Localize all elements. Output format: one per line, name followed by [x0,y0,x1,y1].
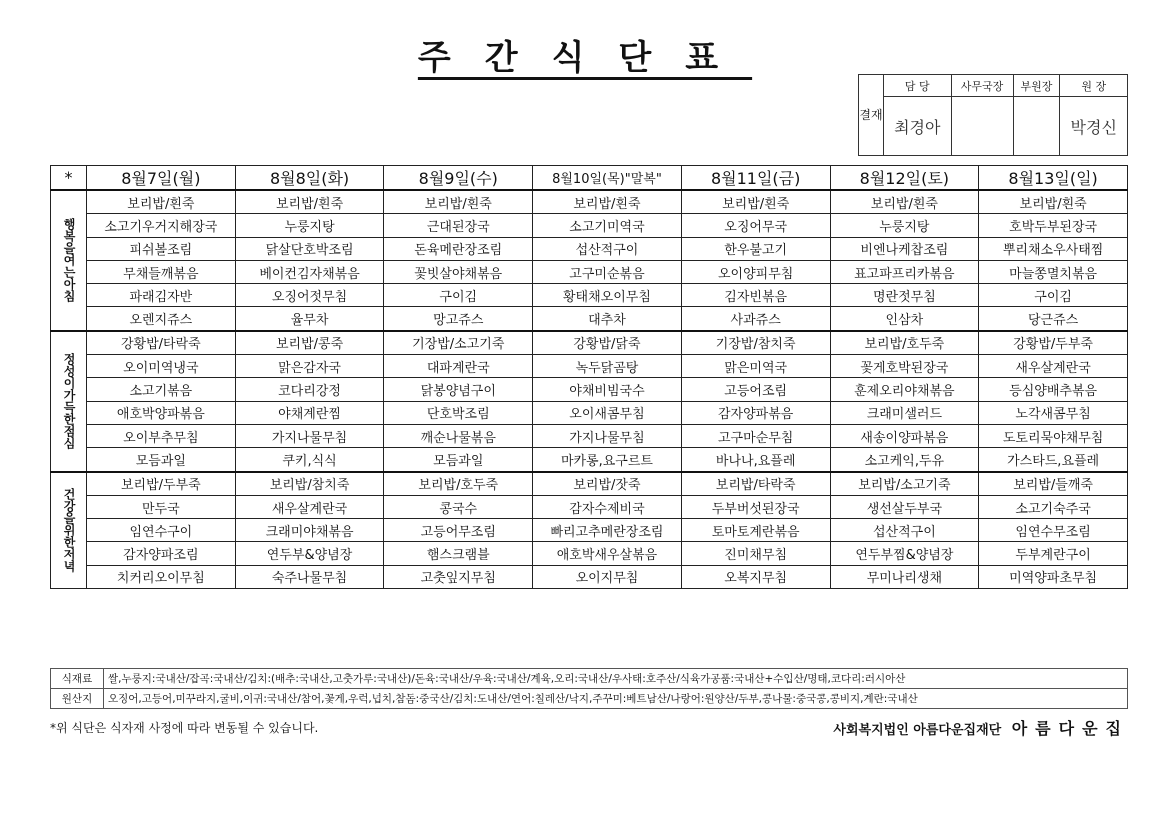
approval-side-label: 결재 [859,75,884,156]
menu-item: 오징어무국 [681,214,830,237]
menu-item: 오렌지쥬스 [87,307,236,331]
menu-item: 보리밥/흰죽 [830,190,979,214]
menu-item: 두부버섯된장국 [681,495,830,518]
menu-item: 보리밥/흰죽 [384,190,533,214]
menu-item: 인삼차 [830,307,979,331]
menu-item: 베이컨김자채볶음 [235,260,384,283]
menu-item: 사과쥬스 [681,307,830,331]
menu-item: 구이김 [979,284,1128,307]
menu-item: 감자수제비국 [533,495,682,518]
menu-item: 호박두부된장국 [979,214,1128,237]
menu-item: 마카롱,요구르트 [533,448,682,472]
day-header: 8월7일(월) [87,166,236,191]
menu-row [51,401,1128,424]
menu-item: 표고파프리카볶음 [830,260,979,283]
menu-row [51,472,1128,496]
menu-item: 등심양배추볶음 [979,378,1128,401]
approval-role: 부원장 [1013,75,1060,97]
menu-item: 닭봉양념구이 [384,378,533,401]
menu-item: 진미채무침 [681,542,830,565]
menu-item: 오이양피무침 [681,260,830,283]
menu-item: 마늘쫑멸치볶음 [979,260,1128,283]
meal-label: 건강을위한저녁 [51,472,87,589]
menu-item: 보리밥/참치죽 [235,472,384,496]
menu-item: 새우살계란국 [979,355,1128,378]
origin-table [50,668,1128,709]
day-header-row [51,166,1128,191]
menu-item: 피쉬볼조림 [87,237,236,260]
menu-item: 보리밥/콩죽 [235,331,384,355]
menu-item: 오이미역냉국 [87,355,236,378]
day-header: 8월11일(금) [681,166,830,191]
menu-item: 누룽지탕 [235,214,384,237]
menu-item: 김자빈볶음 [681,284,830,307]
menu-item: 소고기숙주국 [979,495,1128,518]
menu-item: 누룽지탕 [830,214,979,237]
menu-item: 대추차 [533,307,682,331]
origin-text: 오징어,고등어,미꾸라지,굴비,이귀:국내산/참어,꽃게,우럭,넙치,참돔:중국산/김치:도내산/연어:칠레산/낙지,주꾸미:베트남산/나랑어:원양산/두부,콩나물:중국콩,콩비지,계란:국내산 [104,689,1128,709]
menu-item: 크래미샐러드 [830,401,979,424]
menu-item: 소고기우거지해장국 [87,214,236,237]
menu-item: 꽃게호박된장국 [830,355,979,378]
menu-item: 임연수구이 [87,519,236,542]
menu-item: 야채비빔국수 [533,378,682,401]
menu-body [51,190,1128,589]
meal-label: 행복을여는아침 [51,190,87,331]
day-header: 8월12일(토) [830,166,979,191]
menu-item: 보리밥/소고기죽 [830,472,979,496]
approval-signature: 박경신 [1060,97,1128,156]
menu-item: 연두부&양념장 [235,542,384,565]
menu-item: 꽃빗살야채볶음 [384,260,533,283]
menu-item: 강황밥/두부죽 [979,331,1128,355]
menu-row [51,448,1128,472]
menu-item: 고구마순무침 [681,424,830,447]
menu-row [51,542,1128,565]
menu-item: 새송이양파볶음 [830,424,979,447]
menu-item: 토마토계란볶음 [681,519,830,542]
menu-item: 햄스크램블 [384,542,533,565]
menu-item: 빠리고추메란장조림 [533,519,682,542]
menu-item: 야채계란찜 [235,401,384,424]
menu-item: 비엔나케찹조림 [830,237,979,260]
weekly-menu-table [50,165,1128,589]
menu-item: 망고쥬스 [384,307,533,331]
menu-item: 쿠키,식식 [235,448,384,472]
menu-item: 돈육메란장조림 [384,237,533,260]
menu-item: 감자양파조림 [87,542,236,565]
menu-item: 무미나리생채 [830,565,979,588]
menu-item: 애호박새우살볶음 [533,542,682,565]
menu-item: 보리밥/흰죽 [235,190,384,214]
menu-row [51,565,1128,588]
organization [833,716,1129,739]
menu-item: 보리밥/타락죽 [681,472,830,496]
menu-item: 임연수무조림 [979,519,1128,542]
menu-item: 고춧잎지무침 [384,565,533,588]
menu-item: 강황밥/타락죽 [87,331,236,355]
approval-signature [951,97,1013,156]
menu-row [51,495,1128,518]
menu-item: 새우살계란국 [235,495,384,518]
menu-item: 보리밥/두부죽 [87,472,236,496]
approval-signature [1013,97,1060,156]
menu-item: 바나나,요플레 [681,448,830,472]
menu-row [51,237,1128,260]
menu-item: 훈제오리야채볶음 [830,378,979,401]
menu-item: 파래김자반 [87,284,236,307]
menu-item: 소고기볶음 [87,378,236,401]
menu-item: 코다리강정 [235,378,384,401]
menu-item: 무채들깨볶음 [87,260,236,283]
menu-item: 보리밥/잣죽 [533,472,682,496]
approval-role: 사무국장 [951,75,1013,97]
menu-row [51,284,1128,307]
menu-item: 가지나물무침 [235,424,384,447]
menu-item: 오복지무침 [681,565,830,588]
menu-item: 단호박조림 [384,401,533,424]
day-header: 8월13일(일) [979,166,1128,191]
menu-item: 감자양파볶음 [681,401,830,424]
menu-item: 맑은감자국 [235,355,384,378]
origin-label: 식재료 [51,669,104,689]
menu-item: 도토리묵야채무침 [979,424,1128,447]
menu-row [51,190,1128,214]
page-title: 주간식단표 [417,38,753,78]
menu-item: 섭산적구이 [830,519,979,542]
menu-item: 만두국 [87,495,236,518]
approval-role: 원 장 [1060,75,1128,97]
menu-row [51,378,1128,401]
menu-item: 두부계란구이 [979,542,1128,565]
menu-item: 보리밥/흰죽 [533,190,682,214]
menu-item: 황태채오이무침 [533,284,682,307]
change-notice: *위 식단은 식자재 사정에 따라 변동될 수 있습니다. [50,721,319,735]
meal-label: 정성이가득한점심 [51,331,87,472]
menu-item: 가지나물무침 [533,424,682,447]
menu-item: 치커리오이무침 [87,565,236,588]
menu-item: 근대된장국 [384,214,533,237]
menu-item: 고구미순볶음 [533,260,682,283]
menu-item: 가스타드,요플레 [979,448,1128,472]
organization-prefix: 사회복지법인 아름다운집재단 [833,723,1002,738]
menu-item: 구이김 [384,284,533,307]
menu-item: 당근쥬스 [979,307,1128,331]
menu-item: 생선살두부국 [830,495,979,518]
menu-item: 섭산적구이 [533,237,682,260]
menu-item: 고등어조림 [681,378,830,401]
menu-item: 미역양파초무침 [979,565,1128,588]
menu-item: 숙주나물무침 [235,565,384,588]
menu-item: 콩국수 [384,495,533,518]
menu-item: 보리밥/흰죽 [681,190,830,214]
menu-item: 녹두닭곰탕 [533,355,682,378]
approval-box [858,74,1128,156]
menu-item: 소고케익,두유 [830,448,979,472]
corner-cell: * [51,166,87,191]
menu-item: 뿌리채소우사태찜 [979,237,1128,260]
day-header: 8월9일(수) [384,166,533,191]
menu-item: 보리밥/호두죽 [830,331,979,355]
menu-item: 크래미야채볶음 [235,519,384,542]
day-header: 8월10일(목)"말복" [533,166,682,191]
menu-item: 명란젓무침 [830,284,979,307]
menu-item: 오이지무침 [533,565,682,588]
day-header: 8월8일(화) [235,166,384,191]
menu-item: 연두부찜&양념장 [830,542,979,565]
menu-item: 강황밥/닭죽 [533,331,682,355]
menu-item: 모듬과일 [87,448,236,472]
menu-row [51,307,1128,331]
origin-label: 원산지 [51,689,104,709]
menu-item: 오이부추무침 [87,424,236,447]
menu-item: 고등어무조림 [384,519,533,542]
menu-item: 율무차 [235,307,384,331]
menu-item: 기장밥/참치죽 [681,331,830,355]
menu-item: 오이새콤무침 [533,401,682,424]
menu-item: 모듬과일 [384,448,533,472]
menu-row [51,424,1128,447]
menu-item: 보리밥/호두죽 [384,472,533,496]
menu-row [51,214,1128,237]
menu-item: 대파계란국 [384,355,533,378]
menu-item: 소고기미역국 [533,214,682,237]
organization-name: 아름다운집 [1011,719,1129,738]
menu-row [51,519,1128,542]
approval-role: 담 당 [884,75,952,97]
menu-item: 닭살단호박조림 [235,237,384,260]
menu-item: 보리밥/흰죽 [979,190,1128,214]
menu-item: 오징어젓무침 [235,284,384,307]
menu-item: 보리밥/흰죽 [87,190,236,214]
menu-item: 기장밥/소고기죽 [384,331,533,355]
menu-item: 맑은미역국 [681,355,830,378]
menu-row [51,260,1128,283]
menu-item: 애호박양파볶음 [87,401,236,424]
menu-item: 깨순나물볶음 [384,424,533,447]
origin-text: 쌀,누룽지:국내산/잡곡:국내산/김치:(배추:국내산,고춧가루:국내산)/돈육:국내산/우육:국내산/계육,오리:국내산/우사태:호주산/식육가공품:국내산+수입산/명태,코다리:러시아산 [104,669,1128,689]
menu-item: 보리밥/들깨죽 [979,472,1128,496]
menu-row [51,331,1128,355]
approval-signature: 최경아 [884,97,952,156]
menu-item: 노각새콤무침 [979,401,1128,424]
menu-row [51,355,1128,378]
menu-item: 한우불고기 [681,237,830,260]
